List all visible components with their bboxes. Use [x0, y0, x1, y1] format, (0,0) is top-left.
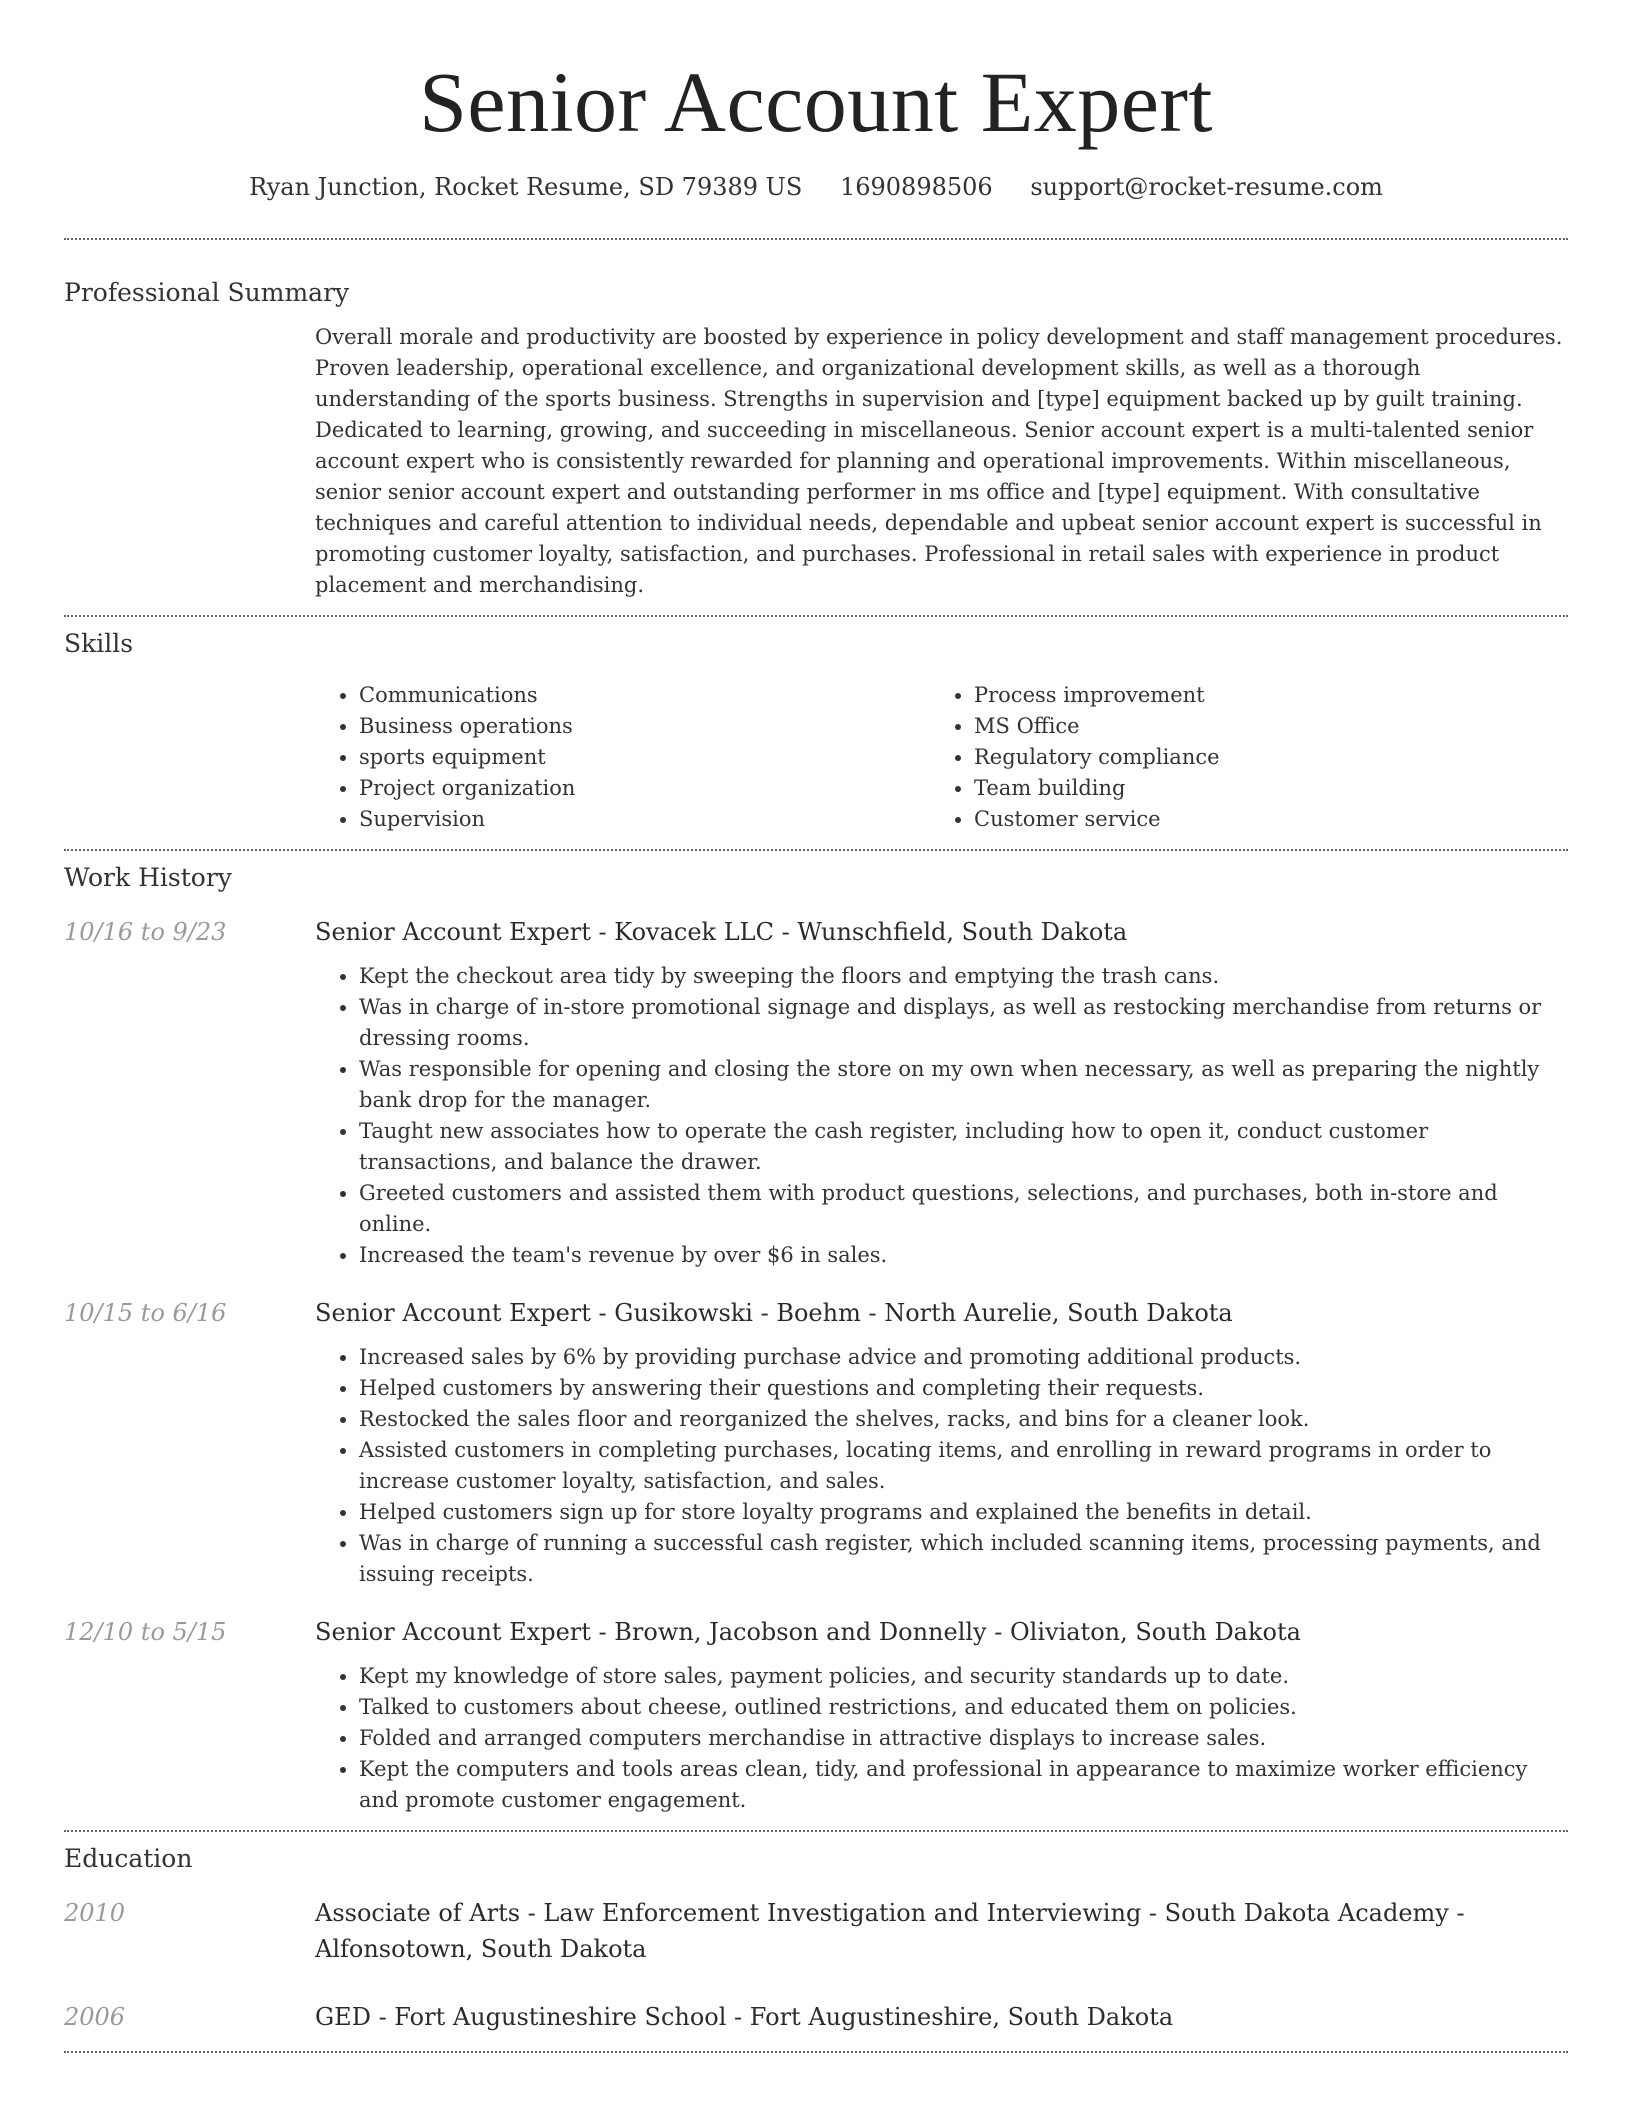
work-heading: Work History [64, 863, 232, 892]
resume-title: Senior Account Expert [419, 54, 1213, 150]
education-detail: Associate of Arts - Law Enforcement Investigation and Interviewing - South Dakota Academy - Alfonsotown, South Dakota [315, 1899, 1465, 1963]
job-bullet: • Increased sales by 6% by providing purchase advice and promoting additional products. [359, 1342, 1568, 1373]
job-bullet: • Was in charge of in-store promotional signage and displays, as well as restocking merchandise from returns or dressing rooms. [359, 992, 1568, 1054]
skills-heading: Skills [64, 629, 134, 658]
contact-address: Ryan Junction, Rocket Resume, SD 79389 US [249, 173, 803, 201]
contact-email: support@rocket-resume.com [1030, 173, 1383, 201]
job-bullet: • Talked to customers about cheese, outlined restrictions, and educated them on policies. [359, 1692, 1568, 1723]
summary-text: Overall morale and productivity are boosted by experience in policy development and staff management procedures. Proven leadership, operational excellence, and organizational development skills, as well as a thorough understanding of the sports business. Strengths in supervision and [type] equipment backed up by guilt training. Dedicated to learning, growing, and succeeding in miscellaneous. Senior account expert is a multi-talented senior account expert who is consistently rewarded for planning and operational improvements. Within miscellaneous, senior senior account expert and outstanding performer in ms office and [type] equipment. With consultative techniques and careful attention to individual needs, dependable and upbeat senior account expert is successful in promoting customer loyalty, satisfaction, and purchases. Professional in retail sales with experience in product placement and merchandising. [315, 325, 1563, 597]
divider [64, 238, 1568, 240]
job-bullets [315, 1661, 1568, 1816]
job-bullet: • Helped customers sign up for store loyalty programs and explained the benefits in detail. [359, 1497, 1568, 1528]
education-entry [64, 1895, 1568, 1967]
job-bullet: • Folded and arranged computers merchandise in attractive displays to increase sales. [359, 1723, 1568, 1754]
divider [64, 849, 1568, 851]
job-bullet: • Increased the team's revenue by over $6 in sales. [359, 1240, 1568, 1271]
skills-list [315, 680, 1568, 835]
skill-item: • Supervision [359, 804, 930, 835]
education-entry [64, 1999, 1568, 2035]
divider [64, 1830, 1568, 1832]
job-bullet: • Helped customers by answering their questions and completing their requests. [359, 1373, 1568, 1404]
skill-item: • Business operations [359, 711, 930, 742]
job-dates: 12/10 to 5/15 [64, 1618, 227, 1646]
job-title: Senior Account Expert - Gusikowski - Boehm - North Aurelie, South Dakota [315, 1299, 1233, 1327]
education-detail: GED - Fort Augustineshire School - Fort Augustineshire, South Dakota [315, 2003, 1174, 2031]
contact-phone: 1690898506 [839, 173, 993, 201]
resume-page [64, 0, 1568, 2053]
job-dates: 10/16 to 9/23 [64, 918, 227, 946]
job-title: Senior Account Expert - Kovacek LLC - Wunschfield, South Dakota [315, 918, 1128, 946]
job-bullets [315, 1342, 1568, 1590]
skill-item: • Process improvement [974, 680, 1545, 711]
job-bullet: • Greeted customers and assisted them with product questions, selections, and purchases, both in-store and online. [359, 1178, 1568, 1240]
skill-item: • Communications [359, 680, 930, 711]
job-bullet: • Kept my knowledge of store sales, payment policies, and security standards up to date. [359, 1661, 1568, 1692]
job-bullet: • Was in charge of running a successful cash register, which included scanning items, processing payments, and issuing receipts. [359, 1528, 1568, 1590]
job-bullet: • Was responsible for opening and closing the store on my own when necessary, as well as preparing the nightly bank drop for the manager. [359, 1054, 1568, 1116]
skill-item: • sports equipment [359, 742, 930, 773]
skills-column-left [315, 680, 930, 835]
skill-item: • MS Office [974, 711, 1545, 742]
skills-column-right [930, 680, 1545, 835]
job-entry [64, 1295, 1568, 1590]
skill-item: • Customer service [974, 804, 1545, 835]
job-bullet: • Taught new associates how to operate the cash register, including how to open it, conduct customer transactions, and balance the drawer. [359, 1116, 1568, 1178]
job-bullet: • Kept the computers and tools areas clean, tidy, and professional in appearance to maximize worker efficiency and promote customer engagement. [359, 1754, 1568, 1816]
job-entry [64, 1614, 1568, 1816]
job-bullet: • Kept the checkout area tidy by sweeping the floors and emptying the trash cans. [359, 961, 1568, 992]
job-bullets [315, 961, 1568, 1271]
contact-line [64, 170, 1568, 204]
job-entry [64, 914, 1568, 1271]
job-bullet: • Restocked the sales floor and reorganized the shelves, racks, and bins for a cleaner look. [359, 1404, 1568, 1435]
job-title: Senior Account Expert - Brown, Jacobson and Donnelly - Oliviaton, South Dakota [315, 1618, 1301, 1646]
divider [64, 615, 1568, 617]
skill-item: • Regulatory compliance [974, 742, 1545, 773]
job-dates: 10/15 to 6/16 [64, 1299, 227, 1327]
divider [64, 2051, 1568, 2053]
job-bullet: • Assisted customers in completing purchases, locating items, and enrolling in reward programs in order to increase customer loyalty, satisfaction, and sales. [359, 1435, 1568, 1497]
education-year: 2010 [64, 1899, 126, 1927]
education-year: 2006 [64, 2003, 126, 2031]
education-heading: Education [64, 1844, 193, 1873]
summary-heading: Professional Summary [64, 278, 350, 307]
skill-item: • Team building [974, 773, 1545, 804]
skill-item: • Project organization [359, 773, 930, 804]
